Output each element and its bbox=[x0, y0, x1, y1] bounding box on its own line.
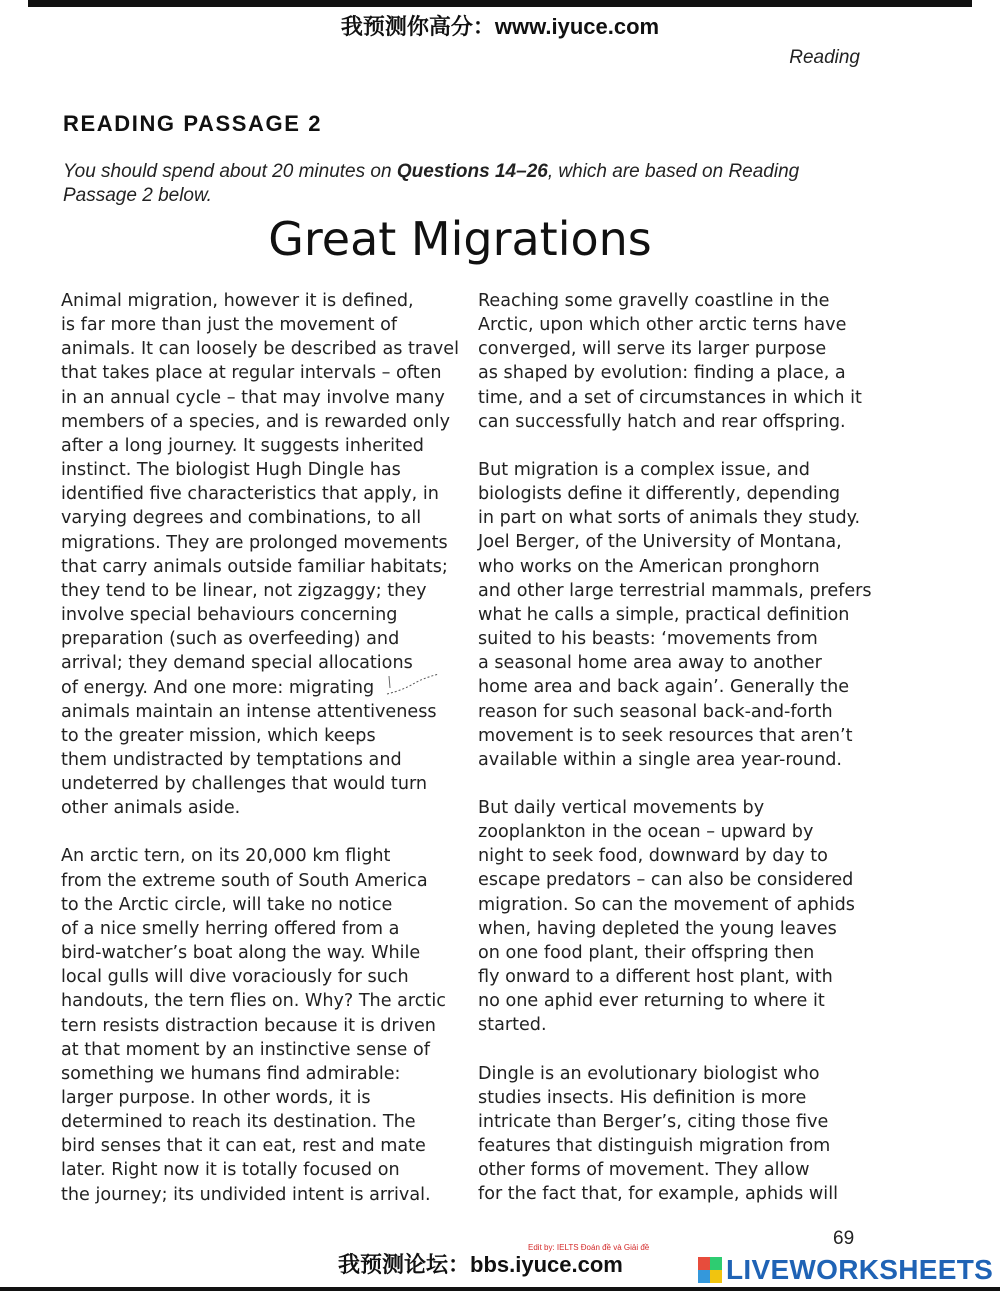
article-title: Great Migrations bbox=[268, 212, 652, 266]
text-line: later. Right now it is totally focused on bbox=[61, 1160, 400, 1181]
text-line: larger purpose. In other words, it is bbox=[61, 1088, 371, 1108]
text-line: fly onward to a different host plant, with bbox=[478, 967, 833, 988]
text-line: is far more than just the movement of bbox=[61, 315, 398, 336]
paragraph bbox=[478, 289, 870, 434]
pen-mark-icon bbox=[383, 672, 443, 698]
text-line: converged, will serve its larger purpose bbox=[478, 339, 827, 360]
header-site-text: 我预测你高分：www.iyuce.com bbox=[340, 14, 660, 39]
paragraph bbox=[478, 458, 870, 772]
text-line: that takes place at regular intervals – often bbox=[61, 363, 442, 384]
text-line: migrations. They are prolonged movements bbox=[61, 532, 448, 553]
text-line: can successfully hatch and rear offspring. bbox=[478, 411, 846, 432]
text-line: But migration is a complex issue, and bbox=[478, 459, 810, 480]
text-line: bird-watcher’s boat along the way. While bbox=[61, 943, 421, 964]
text-line: animals. It can loosely be described as travel bbox=[61, 339, 460, 360]
text-line: no one aphid ever returning to where it bbox=[478, 991, 825, 1012]
text-line: bird senses that it can eat, rest and mate bbox=[61, 1136, 426, 1157]
text-line: preparation (such as overfeeding) and bbox=[61, 629, 400, 650]
text-line: from the extreme south of South America bbox=[61, 870, 428, 891]
editor-note: Edit by: IELTS Đoán đề và Giải đề bbox=[528, 1243, 650, 1252]
text-line: Arctic, upon which other arctic terns have bbox=[478, 315, 847, 336]
page-number: 69 bbox=[833, 1228, 855, 1249]
text-line: that carry animals outside familiar habitats; bbox=[61, 556, 448, 577]
text-line: of a nice smelly herring offered from a bbox=[61, 918, 400, 939]
text-line: when, having depleted the young leaves bbox=[478, 918, 837, 939]
paragraph bbox=[478, 1062, 870, 1207]
text-line: handouts, the tern flies on. Why? The arctic bbox=[61, 991, 446, 1012]
text-line: Reaching some gravelly coastline in the bbox=[478, 291, 830, 311]
instructions-text: You should spend about 20 minutes on bbox=[63, 161, 397, 182]
instructions bbox=[63, 160, 863, 208]
section-label: Reading bbox=[789, 47, 860, 68]
text-line: a seasonal home area away to another bbox=[478, 653, 822, 674]
liveworksheets-logo-text: LIVEWORKSHEETS bbox=[726, 1254, 994, 1285]
text-line: instinct. The biologist Hugh Dingle has bbox=[61, 460, 401, 481]
text-line: But daily vertical movements by bbox=[478, 797, 765, 818]
text-line: them undistracted by temptations and bbox=[61, 749, 402, 770]
text-line: movement is to seek resources that aren’t bbox=[478, 725, 853, 746]
logo-square bbox=[710, 1270, 722, 1283]
text-line: identified five characteristics that apply, in bbox=[61, 484, 439, 505]
text-line: features that distinguish migration from bbox=[478, 1136, 831, 1156]
paragraph bbox=[61, 844, 451, 1206]
text-line: tern resists distraction because it is driven bbox=[61, 1015, 436, 1036]
text-line: migration. So can the movement of aphids bbox=[478, 894, 855, 915]
liveworksheets-logo[interactable] bbox=[698, 1254, 993, 1286]
text-line: Animal migration, however it is defined, bbox=[61, 291, 414, 311]
text-line: home area and back again’. Generally the bbox=[478, 677, 850, 698]
instructions-text-end: , which are based on Reading Passage 2 below. bbox=[63, 161, 800, 206]
text-line: for the fact that, for example, aphids will bbox=[478, 1184, 838, 1205]
text-line: suited to his beasts: ‘movements from bbox=[478, 629, 818, 650]
text-line: what he calls a simple, practical definition bbox=[478, 604, 850, 625]
text-line: and other large terrestrial mammals, prefers bbox=[478, 580, 872, 601]
text-line: escape predators – can also be considered bbox=[478, 870, 854, 891]
text-line: Joel Berger, of the University of Montana, bbox=[478, 532, 842, 553]
instructions-questions: Questions 14–26 bbox=[396, 161, 548, 182]
text-line: Dingle is an evolutionary biologist who bbox=[478, 1063, 820, 1084]
logo-square bbox=[698, 1270, 710, 1283]
text-line: varying degrees and combinations, to all bbox=[61, 508, 422, 529]
text-line: in part on what sorts of animals they study. bbox=[478, 508, 861, 529]
text-line: arrival; they demand special allocations bbox=[61, 653, 413, 674]
paragraph bbox=[478, 796, 870, 1038]
passage-label: READING PASSAGE 2 bbox=[63, 111, 323, 136]
text-line: in an annual cycle – that may involve many bbox=[61, 387, 445, 408]
right-column bbox=[478, 289, 870, 1230]
paragraph bbox=[61, 289, 460, 820]
text-line: at that moment by an instinctive sense of bbox=[61, 1039, 430, 1060]
text-line: animals maintain an intense attentiveness bbox=[61, 701, 437, 722]
text-line: reason for such seasonal back-and-forth bbox=[478, 701, 833, 722]
footer-site-text: 我预测论坛：bbs.iyuce.com bbox=[338, 1252, 623, 1277]
text-line: An arctic tern, on its 20,000 km flight bbox=[61, 846, 391, 867]
text-line: who works on the American pronghorn bbox=[478, 556, 820, 577]
text-line: intricate than Berger’s, citing those five bbox=[478, 1111, 829, 1132]
text-line: started. bbox=[478, 1015, 547, 1036]
text-line: zooplankton in the ocean – upward by bbox=[478, 822, 814, 843]
text-line: of energy. And one more: migrating bbox=[61, 677, 375, 698]
text-line: to the Arctic circle, will take no notice bbox=[61, 894, 393, 915]
text-line: studies insects. His definition is more bbox=[478, 1087, 807, 1108]
logo-square bbox=[698, 1257, 710, 1270]
text-line: time, and a set of circumstances in which it bbox=[478, 387, 862, 408]
text-line: night to seek food, downward by day to bbox=[478, 846, 828, 867]
text-line: to the greater mission, which keeps bbox=[61, 725, 376, 746]
left-column bbox=[61, 289, 460, 1231]
logo-square bbox=[710, 1257, 722, 1270]
text-line: biologists define it differently, depending bbox=[478, 484, 841, 505]
text-line: undeterred by challenges that would turn bbox=[61, 774, 428, 795]
text-line: the journey; its undivided intent is arrival. bbox=[61, 1184, 431, 1205]
bottom-border bbox=[0, 1287, 1000, 1291]
text-line: other forms of movement. They allow bbox=[478, 1160, 810, 1181]
text-line: available within a single area year-round. bbox=[478, 749, 842, 770]
text-line: local gulls will dive voraciously for such bbox=[61, 967, 409, 988]
text-line: on one food plant, their offspring then bbox=[478, 942, 815, 963]
liveworksheets-logo-icon bbox=[698, 1257, 722, 1283]
text-line: members of a species, and is rewarded only bbox=[61, 411, 450, 432]
text-line: other animals aside. bbox=[61, 798, 241, 819]
text-line: after a long journey. It suggests inherited bbox=[61, 435, 424, 456]
text-line: determined to reach its destination. The bbox=[61, 1112, 416, 1133]
text-line: they tend to be linear, not zigzaggy; they bbox=[61, 580, 427, 601]
text-line: something we humans find admirable: bbox=[61, 1063, 401, 1084]
top-border bbox=[28, 0, 972, 7]
text-line: involve special behaviours concerning bbox=[61, 605, 398, 626]
text-line: as shaped by evolution: finding a place, a bbox=[478, 363, 846, 384]
